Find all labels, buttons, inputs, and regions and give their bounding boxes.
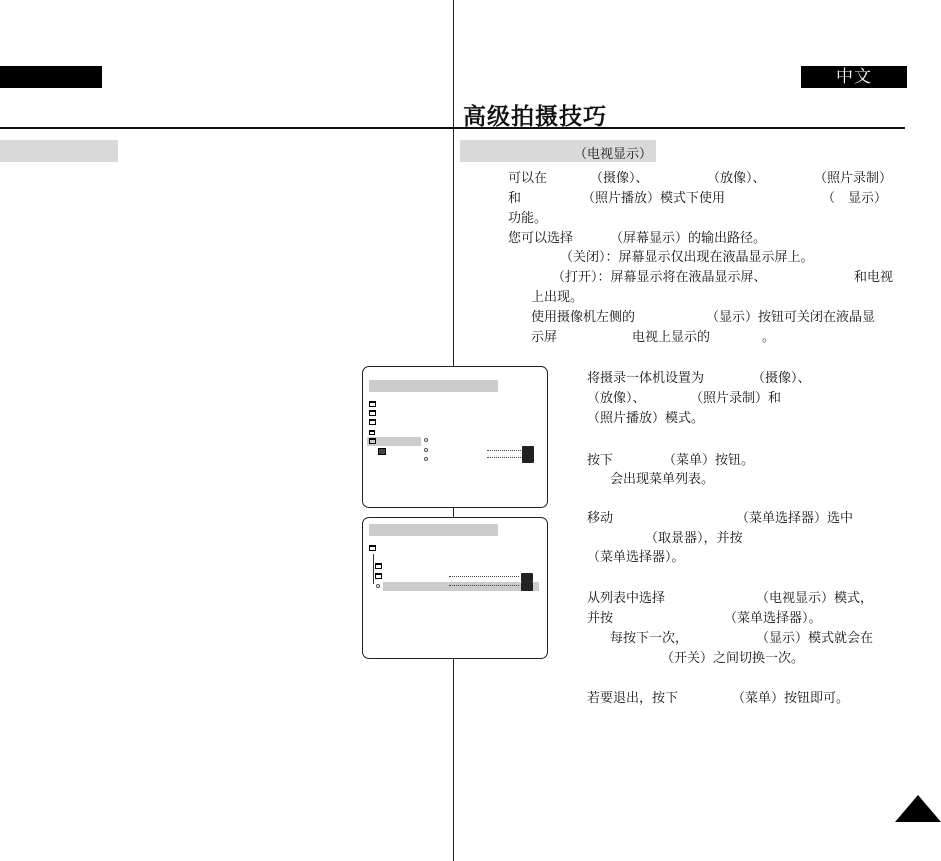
step-1-text: 将摄录一体机设置为 [587, 371, 705, 386]
value-indicator [521, 573, 533, 582]
step-4-text: 并按 [587, 611, 614, 626]
step-5-text: 若要退出，按下 [587, 691, 679, 706]
step-2-text: 会出现菜单列表。 [610, 472, 715, 487]
dotted-leader [487, 450, 521, 451]
dotted-leader [449, 576, 519, 577]
folder-icon [369, 430, 375, 435]
step-1-text: （摄像）、 [752, 371, 811, 386]
folder-icon [369, 545, 376, 551]
option-radio-icon [424, 448, 428, 452]
intro-text: 上出现。 [531, 290, 584, 305]
intro-text: 您可以选择 [508, 231, 574, 246]
intro-text: 和电视 [854, 270, 894, 285]
folder-icon [369, 410, 376, 416]
folder-icon [369, 419, 376, 425]
lcd-screen-submenu [362, 517, 548, 659]
section-heading: （电视显示） [574, 147, 653, 162]
step-3-text: （菜单选择器）。 [587, 550, 685, 565]
step-1-text: （照片录制）和 [690, 391, 782, 406]
selected-menu-item [383, 582, 539, 591]
step-4-text: 每按下一次， [610, 631, 689, 646]
folder-icon [369, 401, 376, 407]
dotted-leader [449, 585, 519, 586]
step-4-text: 从列表中选择 [587, 591, 666, 606]
left-section-bar [0, 140, 118, 162]
intro-text: 功能。 [508, 211, 548, 226]
folder-icon [369, 438, 376, 444]
tree-line [373, 554, 374, 584]
header-rule [0, 127, 905, 129]
intro-text: 使用摄像机左侧的 [531, 310, 636, 325]
intro-text: （关闭）：屏幕显示仅出现在液晶显示屏上。 [560, 250, 814, 265]
menu-title-bar [369, 524, 498, 536]
option-radio-icon [376, 584, 380, 588]
option-radio-icon [424, 457, 428, 461]
step-2-text: 按下 [587, 453, 614, 468]
dotted-leader [487, 457, 521, 458]
step-4-text: （菜单选择器）。 [724, 611, 822, 626]
menu-title-bar [369, 380, 498, 392]
value-indicator [522, 454, 534, 463]
left-language-tab [0, 66, 102, 88]
step-3-text: 移动 [587, 511, 614, 526]
intro-text: （照片播放）模式下使用 [582, 191, 726, 206]
intro-text: 可以在 [508, 171, 548, 186]
step-3-text: （菜单选择器）选中 [736, 511, 854, 526]
step-4-text: （开关）之间切换一次。 [661, 651, 805, 666]
step-4-text: （显示）模式就会在 [756, 631, 874, 646]
intro-text: 示屏 [531, 330, 558, 345]
step-1-text: （放像）、 [587, 391, 646, 406]
option-radio-icon [424, 438, 428, 442]
intro-text: （打开）：屏幕显示将在液晶显示屏、 [552, 270, 767, 285]
step-1-text: （照片播放）模式。 [587, 411, 705, 426]
intro-text: 电视上显示的 [632, 330, 711, 345]
intro-text: （屏幕显示）的输出路径。 [610, 231, 767, 246]
step-2-text: （菜单）按钮。 [663, 453, 755, 468]
intro-text: 和 [508, 191, 522, 206]
step-4-text: （电视显示）模式， [756, 591, 874, 606]
folder-icon [375, 573, 382, 579]
intro-text: 。 [762, 330, 776, 345]
step-3-text: （取景器），并按 [645, 531, 743, 546]
language-tab: 中文 [801, 66, 907, 88]
folder-icon [375, 563, 382, 569]
intro-text: （显示）按钮可关闭在液晶显 [706, 310, 876, 325]
next-page-triangle-icon [895, 795, 941, 822]
photo-icon [378, 448, 386, 455]
intro-text: （照片录制） [814, 171, 893, 186]
intro-text: 显示） [848, 191, 888, 206]
step-5-text: （菜单）按钮即可。 [732, 691, 850, 706]
intro-text: （摄像）、 [590, 171, 649, 186]
intro-text: （ [822, 191, 836, 206]
page-title: 高级拍摄技巧 [463, 104, 607, 130]
lcd-screen-menu [362, 366, 548, 508]
value-indicator [521, 582, 533, 591]
intro-text: （放像）、 [707, 171, 766, 186]
